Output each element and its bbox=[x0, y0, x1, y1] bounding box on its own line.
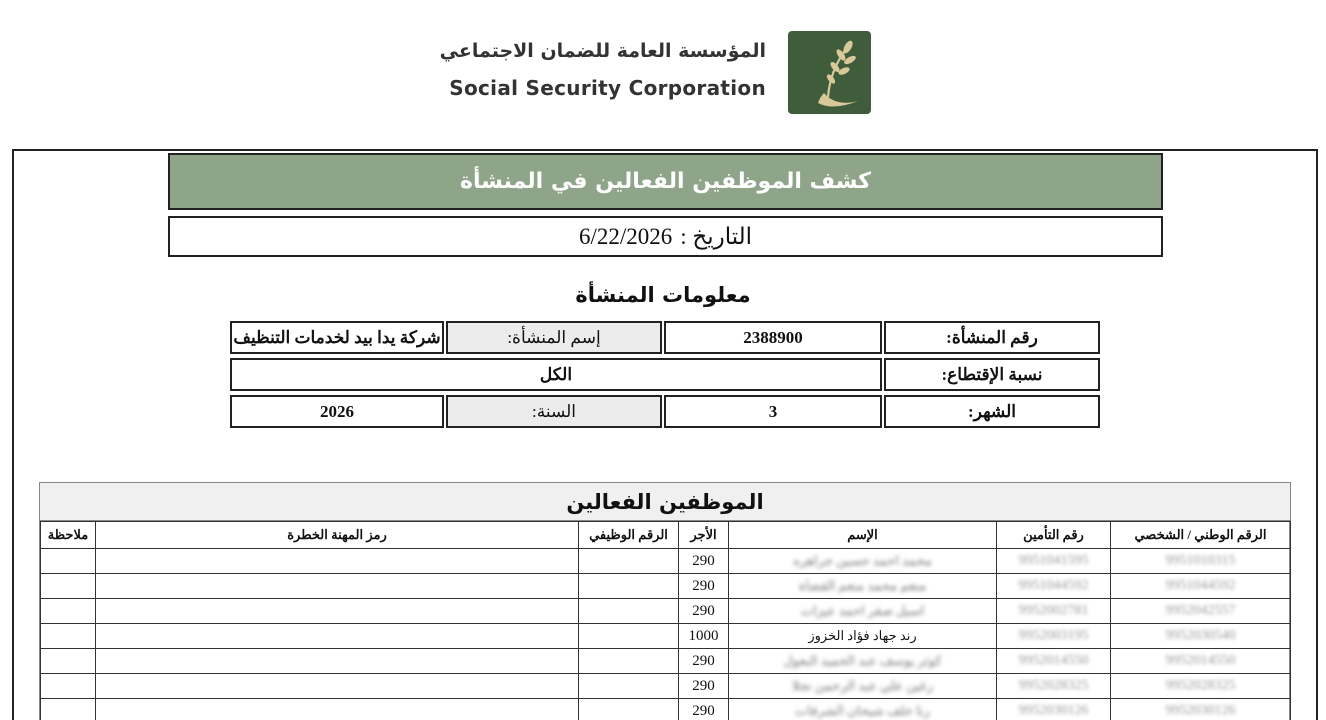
table-header-row bbox=[41, 522, 1291, 549]
cell-note bbox=[41, 599, 96, 624]
cell-national-id: 9952042557 bbox=[1111, 599, 1291, 624]
cell-note bbox=[41, 649, 96, 674]
table-row bbox=[41, 549, 1291, 574]
cell-wage: 290 bbox=[679, 674, 729, 699]
cell-job-no bbox=[579, 674, 679, 699]
cell-insurance-no: 9951044592 bbox=[997, 574, 1111, 599]
month-label: الشهر: bbox=[884, 395, 1100, 428]
cell-job-no bbox=[579, 649, 679, 674]
col-wage: الأجر bbox=[679, 522, 729, 549]
cell-job-no bbox=[579, 549, 679, 574]
table-row bbox=[41, 649, 1291, 674]
cell-national-id: 9951044592 bbox=[1111, 574, 1291, 599]
month-value: 3 bbox=[664, 395, 882, 428]
cell-national-id: 9952014550 bbox=[1111, 649, 1291, 674]
cell-job-no bbox=[579, 624, 679, 649]
establishment-number-value: 2388900 bbox=[664, 321, 882, 354]
establishment-section-title: معلومات المنشأة bbox=[575, 283, 751, 307]
deduction-label: نسبة الإقتطاع: bbox=[884, 358, 1100, 391]
cell-job-no bbox=[579, 574, 679, 599]
cell-hazard-code bbox=[96, 674, 579, 699]
employees-section-title: الموظفين الفعالين bbox=[40, 483, 1290, 521]
cell-insurance-no: 9951041595 bbox=[997, 549, 1111, 574]
org-name-english: Social Security Corporation bbox=[449, 76, 766, 100]
cell-employee-name: كوثر يوسف عبد الحميد البعول bbox=[729, 649, 997, 674]
cell-note bbox=[41, 674, 96, 699]
establishment-number-label: رقم المنشأة: bbox=[884, 321, 1100, 354]
year-label: السنة: bbox=[446, 395, 662, 428]
table-row bbox=[41, 599, 1291, 624]
cell-employee-name: منعم محمد منعم القضاة bbox=[729, 574, 997, 599]
cell-note bbox=[41, 699, 96, 720]
cell-insurance-no: 9952003195 bbox=[997, 624, 1111, 649]
cell-wage: 290 bbox=[679, 549, 729, 574]
page-header bbox=[0, 0, 1326, 140]
cell-national-id: 9952030126 bbox=[1111, 699, 1291, 720]
col-hazard-code: رمز المهنة الخطرة bbox=[96, 522, 579, 549]
cell-national-id: 9952028325 bbox=[1111, 674, 1291, 699]
cell-national-id: 9951010315 bbox=[1111, 549, 1291, 574]
cell-note bbox=[41, 574, 96, 599]
cell-insurance-no: 9952002781 bbox=[997, 599, 1111, 624]
deduction-value: الكل bbox=[230, 358, 882, 391]
year-value: 2026 bbox=[230, 395, 444, 428]
cell-hazard-code bbox=[96, 624, 579, 649]
establishment-name-label: إسم المنشأة: bbox=[446, 321, 662, 354]
col-name: الإسم bbox=[729, 522, 997, 549]
cell-insurance-no: 9952014550 bbox=[997, 649, 1111, 674]
cell-insurance-no: 9952028325 bbox=[997, 674, 1111, 699]
cell-employee-name: محمد احمد حسين جراهره bbox=[729, 549, 997, 574]
report-title: كشف الموظفين الفعالين في المنشأة bbox=[168, 153, 1163, 210]
org-name-arabic: المؤسسة العامة للضمان الاجتماعي bbox=[439, 40, 766, 62]
cell-hazard-code bbox=[96, 549, 579, 574]
table-row bbox=[41, 674, 1291, 699]
col-job-no: الرقم الوظيفي bbox=[579, 522, 679, 549]
col-insurance-no: رقم التأمين bbox=[997, 522, 1111, 549]
cell-hazard-code bbox=[96, 649, 579, 674]
cell-wage: 290 bbox=[679, 649, 729, 674]
cell-national-id: 9952030540 bbox=[1111, 624, 1291, 649]
table-row bbox=[41, 624, 1291, 649]
cell-hazard-code bbox=[96, 699, 579, 720]
cell-hazard-code bbox=[96, 574, 579, 599]
cell-wage: 290 bbox=[679, 574, 729, 599]
cell-employee-name: رنا خلف شيحان الشرفات bbox=[729, 699, 997, 720]
cell-insurance-no: 9952030126 bbox=[997, 699, 1111, 720]
date-value: 6/22/2026 bbox=[578, 223, 673, 249]
cell-job-no bbox=[579, 599, 679, 624]
wheat-crescent-logo-icon bbox=[788, 31, 871, 114]
cell-note bbox=[41, 624, 96, 649]
cell-note bbox=[41, 549, 96, 574]
cell-wage: 290 bbox=[679, 599, 729, 624]
report-date bbox=[168, 216, 1163, 257]
cell-wage: 290 bbox=[679, 699, 729, 720]
establishment-name-value: شركة يدا بيد لخدمات التنظيف bbox=[230, 321, 444, 354]
cell-employee-name: رغين علي عبد الرحمن نجلا bbox=[729, 674, 997, 699]
cell-job-no bbox=[579, 699, 679, 720]
table-row bbox=[41, 574, 1291, 599]
cell-wage: 1000 bbox=[679, 624, 729, 649]
date-label: التاريخ : bbox=[680, 223, 753, 249]
cell-employee-name: اسيل صقر احمد عيزات bbox=[729, 599, 997, 624]
cell-hazard-code bbox=[96, 599, 579, 624]
col-note: ملاحظة bbox=[41, 522, 96, 549]
col-national-id: الرقم الوطني / الشخصي bbox=[1111, 522, 1291, 549]
table-row bbox=[41, 699, 1291, 720]
cell-employee-name: رند جهاد فؤاد الخزوز bbox=[729, 624, 997, 649]
employees-table bbox=[40, 521, 1291, 720]
